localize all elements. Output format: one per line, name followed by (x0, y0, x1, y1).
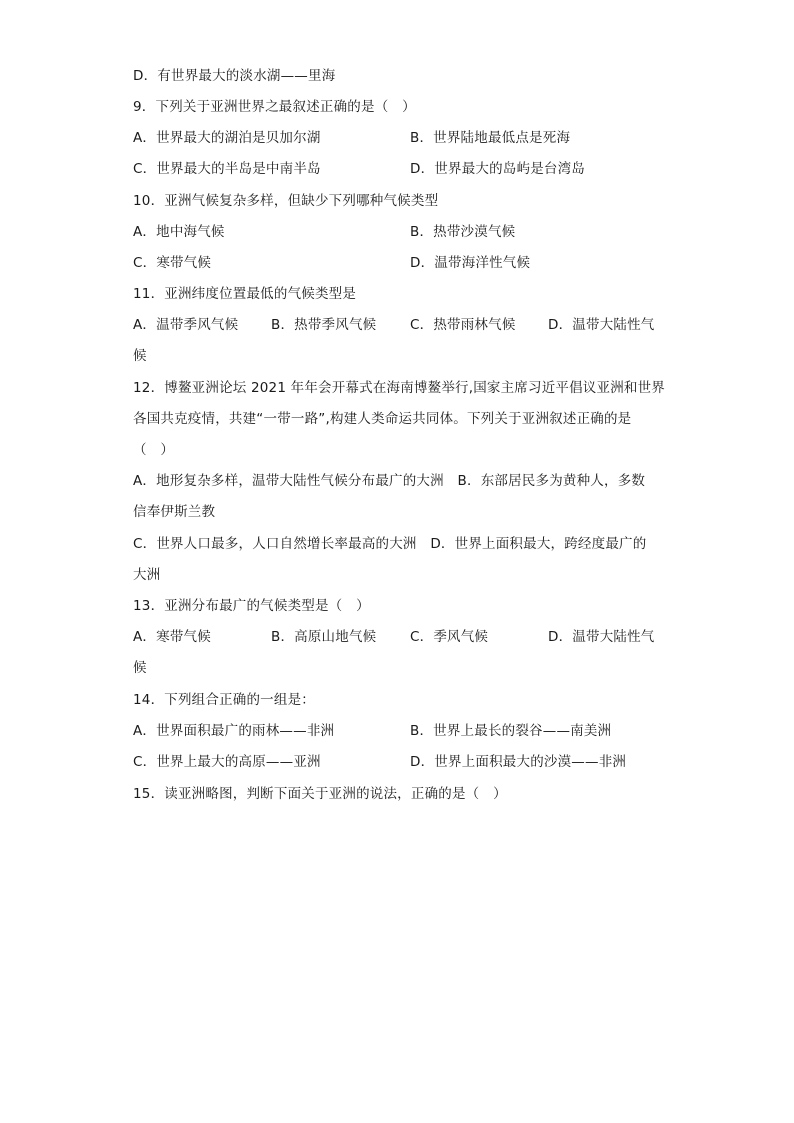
q13-option-a: A．寒带气候 (133, 629, 211, 645)
question-14: 14．下列组合正确的一组是： (133, 692, 315, 708)
q13-option-d-wrap: 候 (133, 660, 147, 676)
q11-option-b: B．热带季风气候 (271, 317, 377, 333)
q14-option-c: C．世界上最大的高原——亚洲 (133, 754, 321, 770)
q11-option-c: C．热带雨林气候 (410, 317, 516, 333)
option-d-q8: D．有世界最大的淡水湖——里海 (133, 68, 336, 84)
q12-options-ab-line2: 信奉伊斯兰教 (133, 504, 216, 520)
question-15: 15．读亚洲略图，判断下面关于亚洲的说法，正确的是（ ） (133, 786, 507, 802)
q11-option-a: A．温带季风气候 (133, 317, 239, 333)
question-12-line2: 各国共克疫情，共建“一带一路”,构建人类命运共同体。下列关于亚洲叙述正确的是 (133, 411, 632, 427)
q13-option-c: C．季风气候 (410, 629, 489, 645)
question-10: 10．亚洲气候复杂多样，但缺少下列哪种气候类型 (133, 193, 439, 209)
q9-option-d: D．世界最大的岛屿是台湾岛 (410, 161, 585, 177)
q10-option-c: C．寒带气候 (133, 255, 212, 271)
q10-option-d: D．温带海洋性气候 (410, 255, 531, 271)
question-12-line1: 12．博鳌亚洲论坛 2021 年年会开幕式在海南博鳌举行,国家主席习近平倡议亚洲和世界 (133, 380, 666, 396)
q11-option-d: D．温带大陆性气 (548, 317, 655, 333)
q12-options-ab-line1: A．地形复杂多样，温带大陆性气候分布最广的大洲 B．东部居民多为黄种人，多数 (133, 473, 646, 489)
q14-option-d: D．世界上面积最大的沙漠——非洲 (410, 754, 627, 770)
q9-option-a: A．世界最大的湖泊是贝加尔湖 (133, 130, 321, 146)
q10-option-a: A．地中海气候 (133, 224, 225, 240)
question-12-line3: （ ） (133, 442, 175, 458)
q14-option-b: B．世界上最长的裂谷——南美洲 (410, 723, 612, 739)
q13-option-b: B．高原山地气候 (271, 629, 377, 645)
q12-options-cd-line1: C．世界人口最多，人口自然增长率最高的大洲 D．世界上面积最大，跨经度最广的 (133, 536, 647, 552)
q10-option-b: B．热带沙漠气候 (410, 224, 516, 240)
q14-option-a: A．世界面积最广的雨林——非洲 (133, 723, 335, 739)
question-13: 13．亚洲分布最广的气候类型是（ ） (133, 598, 370, 614)
question-9: 9．下列关于亚洲世界之最叙述正确的是（ ） (133, 99, 416, 115)
q12-options-cd-line2: 大洲 (133, 567, 161, 583)
question-11: 11．亚洲纬度位置最低的气候类型是 (133, 286, 357, 302)
q9-option-c: C．世界最大的半岛是中南半岛 (133, 161, 321, 177)
q11-option-d-wrap: 候 (133, 348, 147, 364)
q9-option-b: B．世界陆地最低点是死海 (410, 130, 571, 146)
q13-option-d: D．温带大陆性气 (548, 629, 655, 645)
